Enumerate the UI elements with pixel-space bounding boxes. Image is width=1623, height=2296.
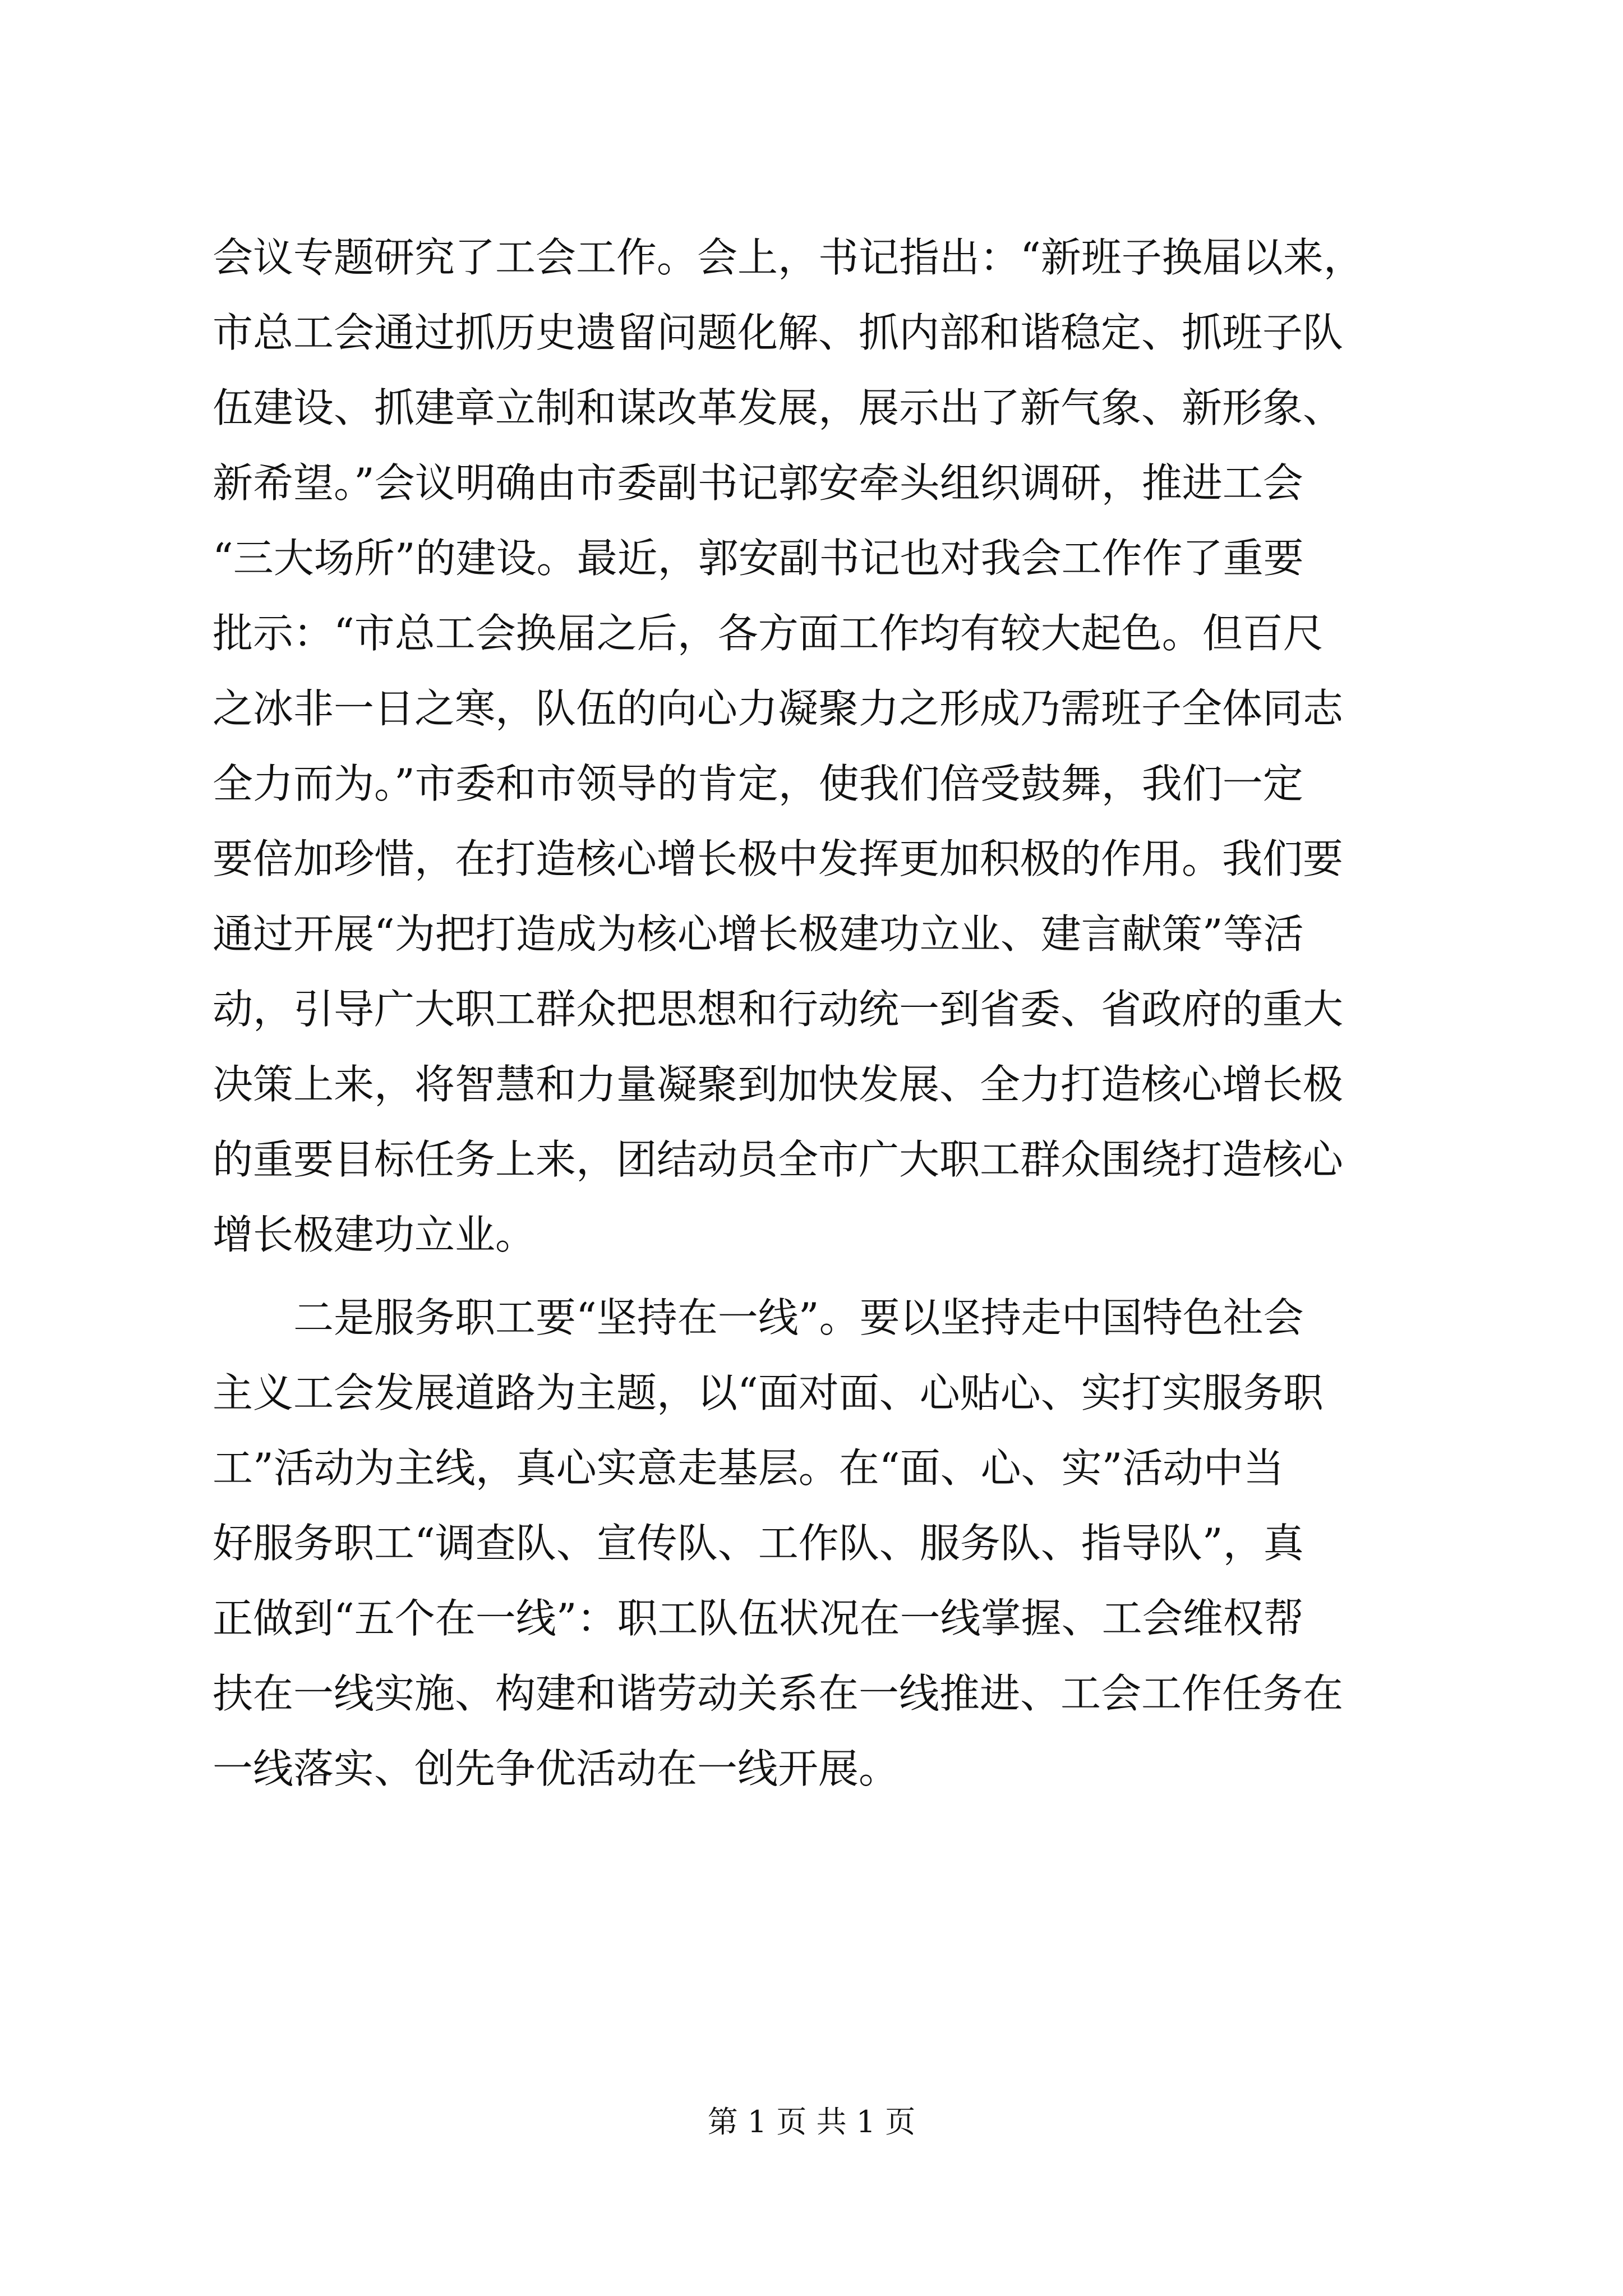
text-line: 扶在一线实施、构建和谐劳动关系在一线推进、工会工作任务在 [213,1670,1344,1717]
body-text [213,220,1413,1806]
text-line: 全力而为。”市委和市领导的肯定，使我们倍受鼓舞，我们一定 [213,760,1303,807]
text-line: 工”活动为主线，真心实意走基层。在“面、心、实”活动中当 [213,1444,1284,1492]
text-line: 二是服务职工要“坚持在一线”。要以坚持走中国特色社会 [213,1294,1304,1341]
paragraph-2 [213,1280,1413,1806]
text-line: 一线落实、创先争优活动在一线开展。 [213,1745,900,1792]
text-line: 要倍加珍惜，在打造核心增长极中发挥更加积极的作用。我们要 [213,835,1344,882]
text-line: 批示：“市总工会换届之后，各方面工作均有较大起色。但百尺 [213,610,1324,657]
text-line: 增长极建功立业。 [213,1211,536,1258]
text-line: 伍建设、抓建章立制和谋改革发展，展示出了新气象、新形象、 [213,384,1344,431]
text-line: 的重要目标任务上来，团结动员全市广大职工群众围绕打造核心 [213,1136,1344,1183]
text-line: 之冰非一日之寒，队伍的向心力凝聚力之形成乃需班子全体同志 [213,685,1344,732]
text-line: 新希望。”会议明确由市委副书记郭安牵头组织调研，推进工会 [213,459,1303,507]
text-line: “三大场所”的建设。最近，郭安副书记也对我会工作作了重要 [213,535,1304,582]
paragraph-spacer [213,1272,1413,1280]
text-line: 市总工会通过抓历史遗留问题化解、抓内部和谐稳定、抓班子队 [213,309,1344,356]
text-line: 决策上来，将智慧和力量凝聚到加快发展、全力打造核心增长极 [213,1061,1344,1108]
text-line: 主义工会发展道路为主题，以“面对面、心贴心、实打实服务职 [213,1369,1324,1416]
paragraph-1 [213,220,1413,1272]
text-line: 动，引导广大职工群众把思想和行动统一到省委、省政府的重大 [213,986,1344,1033]
text-line: 通过开展“为把打造成为核心增长极建功立业、建言献策”等活 [213,910,1304,958]
text-line: 好服务职工“调查队、宣传队、工作队、服务队、指导队”，真 [213,1520,1304,1567]
text-line: 正做到“五个在一线”：职工队伍状况在一线掌握、工会维权帮 [213,1595,1304,1642]
page-footer: 第 1 页 共 1 页 [707,2104,916,2139]
text-line: 会议专题研究了工会工作。会上，书记指出：“新班子换届以来， [213,234,1364,281]
